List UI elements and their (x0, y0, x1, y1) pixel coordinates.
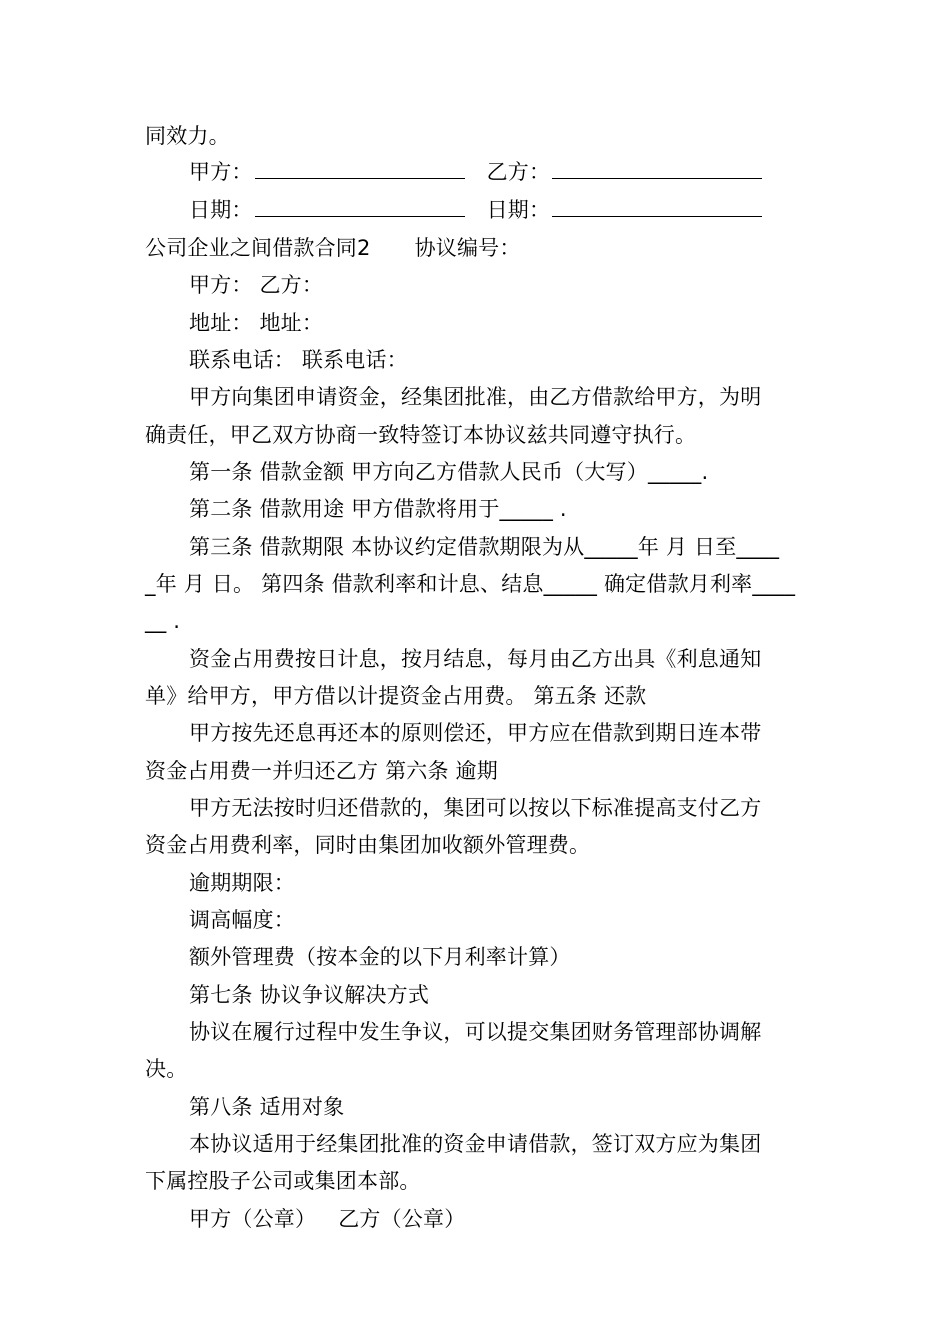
text-line (145, 570, 810, 598)
party-b-blank (552, 160, 762, 179)
text-line (189, 458, 854, 486)
line-text: 甲方向集团申请资金，经集团批准，由乙方借款给甲方，为明 (189, 385, 762, 409)
text-line (145, 1055, 810, 1083)
agreement-number-label: 协议编号： (414, 236, 521, 260)
line-text: 资金占用费按日计息，按月结息，每月由乙方出具《利息通知 (189, 647, 762, 671)
text-line (145, 831, 810, 859)
text-line (145, 1167, 810, 1195)
party-a-label: 甲方： (189, 160, 253, 184)
party-b-label: 乙方： (486, 160, 551, 184)
text-line (189, 869, 854, 897)
line-text: 本协议适用于经集团批准的资金申请借款，签订双方应为集团 (189, 1132, 762, 1156)
text-line (145, 757, 810, 785)
contract-title: 公司企业之间借款合同2 (145, 236, 371, 260)
signature-line-date (189, 196, 854, 224)
line-text: _年 月 日。 第四条 借款利率和计息、结息_____ 确定借款月利率____ (145, 572, 796, 596)
text-line (145, 682, 810, 710)
line-text: 第三条 借款期限 本协议约定借款期限为从_____年 月 日至____ (189, 535, 780, 559)
line-text: 甲方： 乙方： (189, 273, 324, 297)
line-text: 甲方无法按时归还借款的，集团可以按以下标准提高支付乙方 (189, 796, 762, 820)
line-text: 第一条 借款金额 甲方向乙方借款人民币（大写）_____. (189, 460, 709, 484)
seal-line (189, 1205, 854, 1233)
text-line (189, 309, 854, 337)
line-text: 单》给甲方，甲方借以计提资金占用费。 第五条 还款 (145, 684, 647, 708)
text-line (145, 122, 810, 150)
line-text: 决。 (145, 1057, 188, 1081)
line-text: 逾期期限： (189, 871, 295, 895)
line-text: 同效力。 (145, 124, 230, 148)
line-text: 额外管理费（按本金的以下月利率计算） (189, 945, 571, 969)
text-line (189, 346, 854, 374)
line-text: 甲方按先还息再还本的原则偿还，甲方应在借款到期日连本带 (189, 721, 762, 745)
line-text: 地址： 地址： (189, 311, 324, 335)
signature-line-party (189, 158, 854, 186)
party-a-blank (255, 160, 465, 179)
text-line (189, 906, 854, 934)
line-text: 第八条 适用对象 (189, 1095, 345, 1119)
text-line (189, 495, 854, 523)
text-line (189, 794, 854, 822)
section-heading (189, 981, 854, 1009)
text-line (189, 533, 854, 561)
line-text: 第七条 协议争议解决方式 (189, 983, 430, 1007)
party-a-seal-label: 甲方（公章） (189, 1207, 317, 1231)
text-line (189, 1018, 854, 1046)
date-b-label: 日期： (486, 198, 551, 222)
text-line (189, 719, 854, 747)
section-heading (189, 1093, 854, 1121)
text-line (145, 421, 810, 449)
line-text: 下属控股子公司或集团本部。 (145, 1169, 421, 1193)
date-b-blank (552, 198, 762, 217)
line-text: 资金占用费利率，同时由集团加收额外管理费。 (145, 833, 591, 857)
line-text: 资金占用费一并归还乙方 第六条 逾期 (145, 759, 498, 783)
text-line (189, 943, 854, 971)
date-a-label: 日期： (189, 198, 253, 222)
text-line (189, 383, 854, 411)
line-text: 协议在履行过程中发生争议，可以提交集团财务管理部协调解 (189, 1020, 762, 1044)
line-text: 第二条 借款用途 甲方借款将用于_____ . (189, 497, 567, 521)
date-a-blank (255, 198, 465, 217)
line-text: __ . (145, 609, 181, 633)
line-text: 确责任，甲乙双方协商一致特签订本协议兹共同遵守执行。 (145, 423, 697, 447)
text-line (145, 607, 810, 635)
text-line (189, 645, 854, 673)
line-text: 调高幅度： (189, 908, 295, 932)
text-line (189, 1130, 854, 1158)
contract-title-line (145, 234, 810, 262)
line-text: 联系电话： 联系电话： (189, 348, 408, 372)
text-line (189, 271, 854, 299)
party-b-seal-label: 乙方（公章） (338, 1207, 466, 1231)
